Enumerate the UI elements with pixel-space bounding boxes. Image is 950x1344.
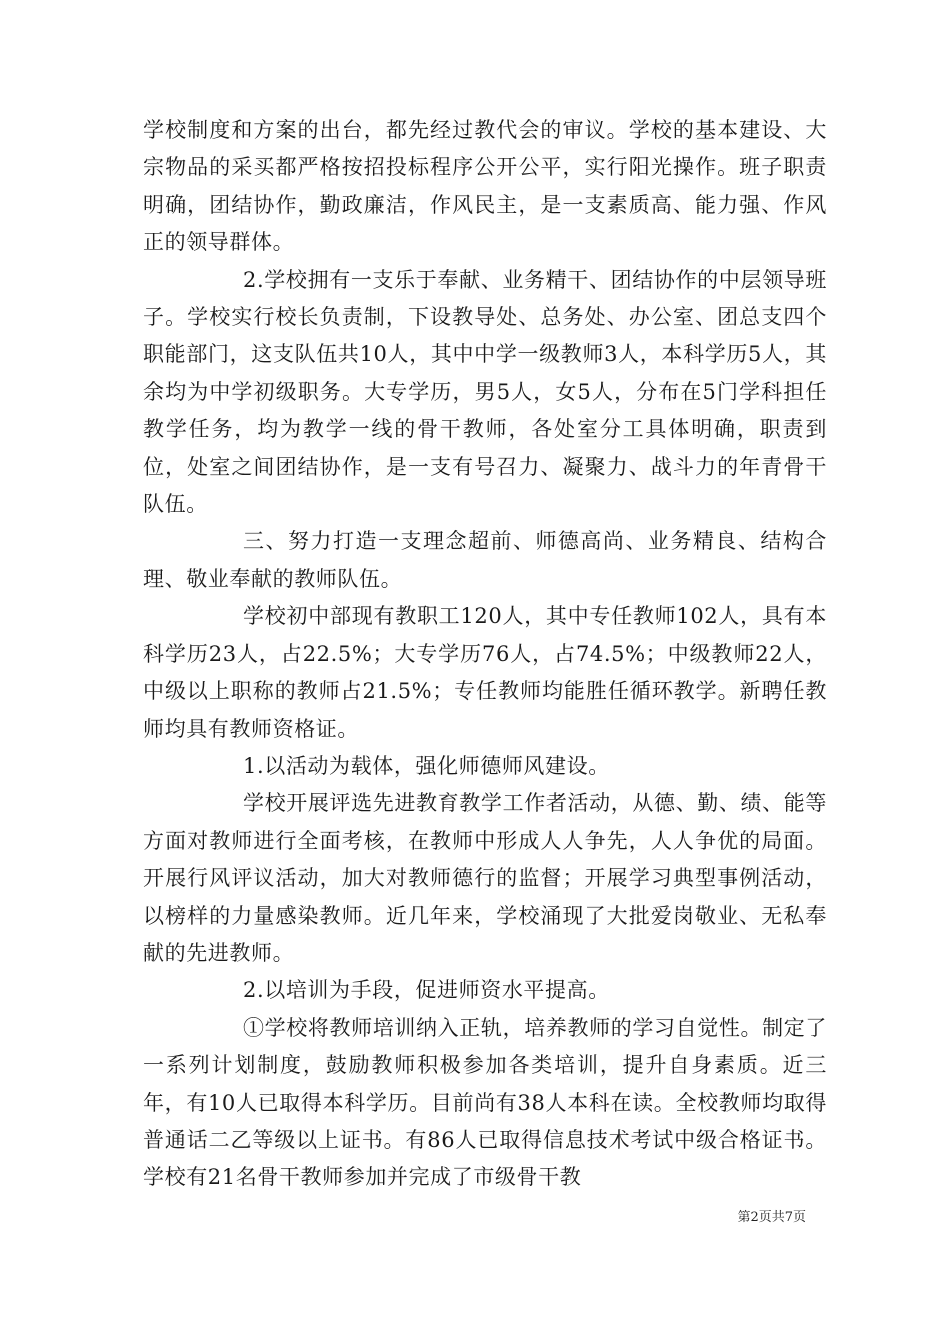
section-heading-3: 三、努力打造一支理念超前、师德高尚、业务精良、结构合理、敬业奉献的教师队伍。 — [143, 529, 827, 591]
paragraph-4: 学校初中部现有教职工120人，其中专任教师102人，具有本科学历23人，占22.5%；大专学历76人，占74.5%；中级教师22人，中级以上职称的教师占21.5%；专任教师均能胜任循环教学。新聘任教师均具有教师资格证。 — [143, 604, 827, 741]
paragraph-2: 2.学校拥有一支乐于奉献、业务精干、团结协作的中层领导班子。学校实行校长负责制，下设教导处、总务处、办公室、团总支四个职能部门，这支队伍共10人，其中中学一级教师3人，本科学历5人，其余均为中学初级职务。大专学历，男5人，女5人，分布在5门学科担任教学任务，均为教学一线的骨干教师，各处室分工具体明确，职责到位，处室之间团结协作，是一支有号召力、凝聚力、战斗力的年青骨干队伍。 — [143, 267, 827, 517]
paragraph-1: 学校制度和方案的出台，都先经过教代会的审议。学校的基本建设、大宗物品的采买都严格按招投标程序公开公平，实行阳光操作。班子职责明确，团结协作，勤政廉洁，作风民主，是一支素质高、能力强、作风正的领导群体。 — [143, 118, 827, 255]
page-number-footer: 第2页共7页 — [737, 1210, 806, 1225]
document-body — [143, 112, 827, 1197]
subheading-1: 1.以活动为载体，强化师德师风建设。 — [243, 753, 610, 778]
paragraph-6: 学校开展评选先进教育教学工作者活动，从德、勤、绩、能等方面对教师进行全面考核，在教师中形成人人争先，人人争优的局面。开展行风评议活动，加大对教师德行的监督；开展学习典型事例活动，以榜样的力量感染教师。近几年来，学校涌现了大批爱岗敬业、无私奉献的先进教师。 — [143, 791, 827, 965]
paragraph-8: ①学校将教师培训纳入正轨，培养教师的学习自觉性。制定了一系列计划制度，鼓励教师积极参加各类培训，提升自身素质。近三年，有10人已取得本科学历。目前尚有38人本科在读。全校教师均取得普通话二乙等级以上证书。有86人已取得信息技术考试中级合格证书。学校有21名骨干教师参加并完成了市级骨干教 — [143, 1015, 827, 1190]
subheading-2: 2.以培训为手段，促进师资水平提高。 — [243, 978, 610, 1003]
